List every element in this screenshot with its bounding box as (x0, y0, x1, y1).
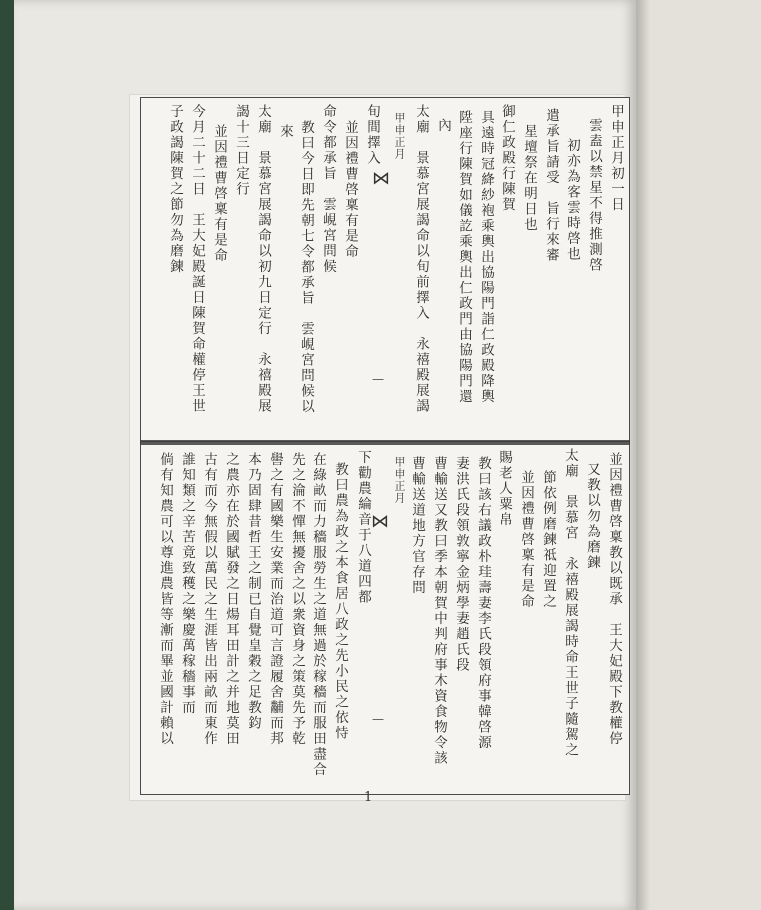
text-column: 太廟 景慕宮 永禧殿展謁時命王世子隨駕之 (562, 448, 578, 758)
text-column: 太廟 景慕宮展謁命以初九日定行 永禧殿展 (255, 104, 271, 414)
text-column: 今月二十二日 王大妃殿誕日陳賀命權停王世 (189, 104, 205, 414)
text-column: 本乃固肆昔哲王之制已自覺皇穀之足教鈞 (245, 452, 261, 731)
text-column: 之農亦在於國賦發之日煬耳田計之并地莫田 (223, 452, 239, 747)
text-column: 曹輸送道地方官存問 (409, 456, 425, 596)
right-book-page-edge (636, 0, 761, 910)
center-tick: — (372, 712, 384, 726)
text-column: 嚳之有國樂生安業而治道可言證履舍黼而邦 (267, 452, 283, 747)
center-tick: — (372, 372, 384, 386)
text-column: 並因禮曹啓稟有是命 (342, 120, 358, 260)
text-column: 並因禮曹啓稟有是命 (518, 470, 534, 610)
text-column: 妻洪氏段領敦寧金炳學妻趙氏段 (453, 456, 469, 673)
text-column: 甲申正月初一日 (608, 104, 624, 213)
text-column: 命令都承旨 雲峴宮問候 (320, 104, 336, 275)
text-column: 御仁政殿行陳賀 (499, 104, 515, 213)
text-column: 教曰農為政之本食居八政之先小民之依恃 (332, 462, 348, 741)
text-column: 誰知類之辛苦竟致穫之樂慶萬稼穡事而 (179, 452, 195, 716)
text-column: 陞座行陳賀如儀訖乘輿出仁政門由協陽門還 (456, 110, 472, 405)
text-column: 下勸農綸音于八道四都 (355, 450, 371, 605)
text-column: 具遠時冠絳紗袍乘輿出協陽門詣仁政殿降輿 (478, 110, 494, 405)
text-column: 子政謁陳賀之節勿為磨鍊 (167, 104, 183, 275)
text-column: 遣承旨請受 旨行來審 (543, 108, 559, 263)
text-column: 並因禮曹啓稟教以既承 王大妃殿下教權停 (606, 452, 622, 747)
panel-divider-bar (140, 440, 630, 445)
text-column: 節依例磨鍊祗迎置之 (540, 470, 556, 610)
text-column: 太廟 景慕宮展謁命以旬前擇入 永禧殿展謁 (413, 104, 429, 414)
text-column: 初亦為客雲時啓也 (564, 138, 580, 262)
text-column: 教曰該右議政朴珪壽妻李氏段領府事韓啓源 (475, 456, 491, 751)
text-column: 謁十三日定行 (233, 104, 249, 197)
text-column: 來 (277, 124, 293, 140)
text-column: 旬間擇入 (364, 104, 380, 166)
text-column: 星壇祭在明日也 (521, 124, 537, 233)
fishtail-mark-icon: ⋈ (371, 511, 389, 532)
folio-marker: 甲申正月 (393, 112, 406, 160)
folio-marker: 甲申正月 (393, 456, 406, 504)
page-number: 1 (364, 790, 373, 805)
text-column: 教曰今日即先朝七令都承旨 雲峴宮問候以 (298, 120, 314, 415)
text-column: 古有而今無假以萬民之生涯皆出兩畝而東作 (201, 452, 217, 747)
text-column: 又教以勿為磨鍊 (584, 462, 600, 571)
text-column: 並因禮曹啓稟有是命 (211, 124, 227, 264)
text-column: 在綠畝而力穡服勞生之道無過於稼穡而服田盡合 (310, 452, 326, 778)
text-column: 先之淪不憚無擾舍之以衆資身之策莫先予乾 (289, 452, 305, 747)
text-column: 賜老人粟帛 (496, 450, 512, 528)
text-column: 曹輸送又教曰季本朝賀中判府事木資食物令該 (431, 456, 447, 766)
text-column: 雲盍以禁星不得推測啓 (586, 118, 602, 273)
text-column: 倘有知農可以尊進農皆等漸而畢並國計賴以 (157, 452, 173, 747)
fishtail-mark-icon: ⋈ (372, 168, 390, 189)
text-column: 內 (435, 118, 451, 134)
